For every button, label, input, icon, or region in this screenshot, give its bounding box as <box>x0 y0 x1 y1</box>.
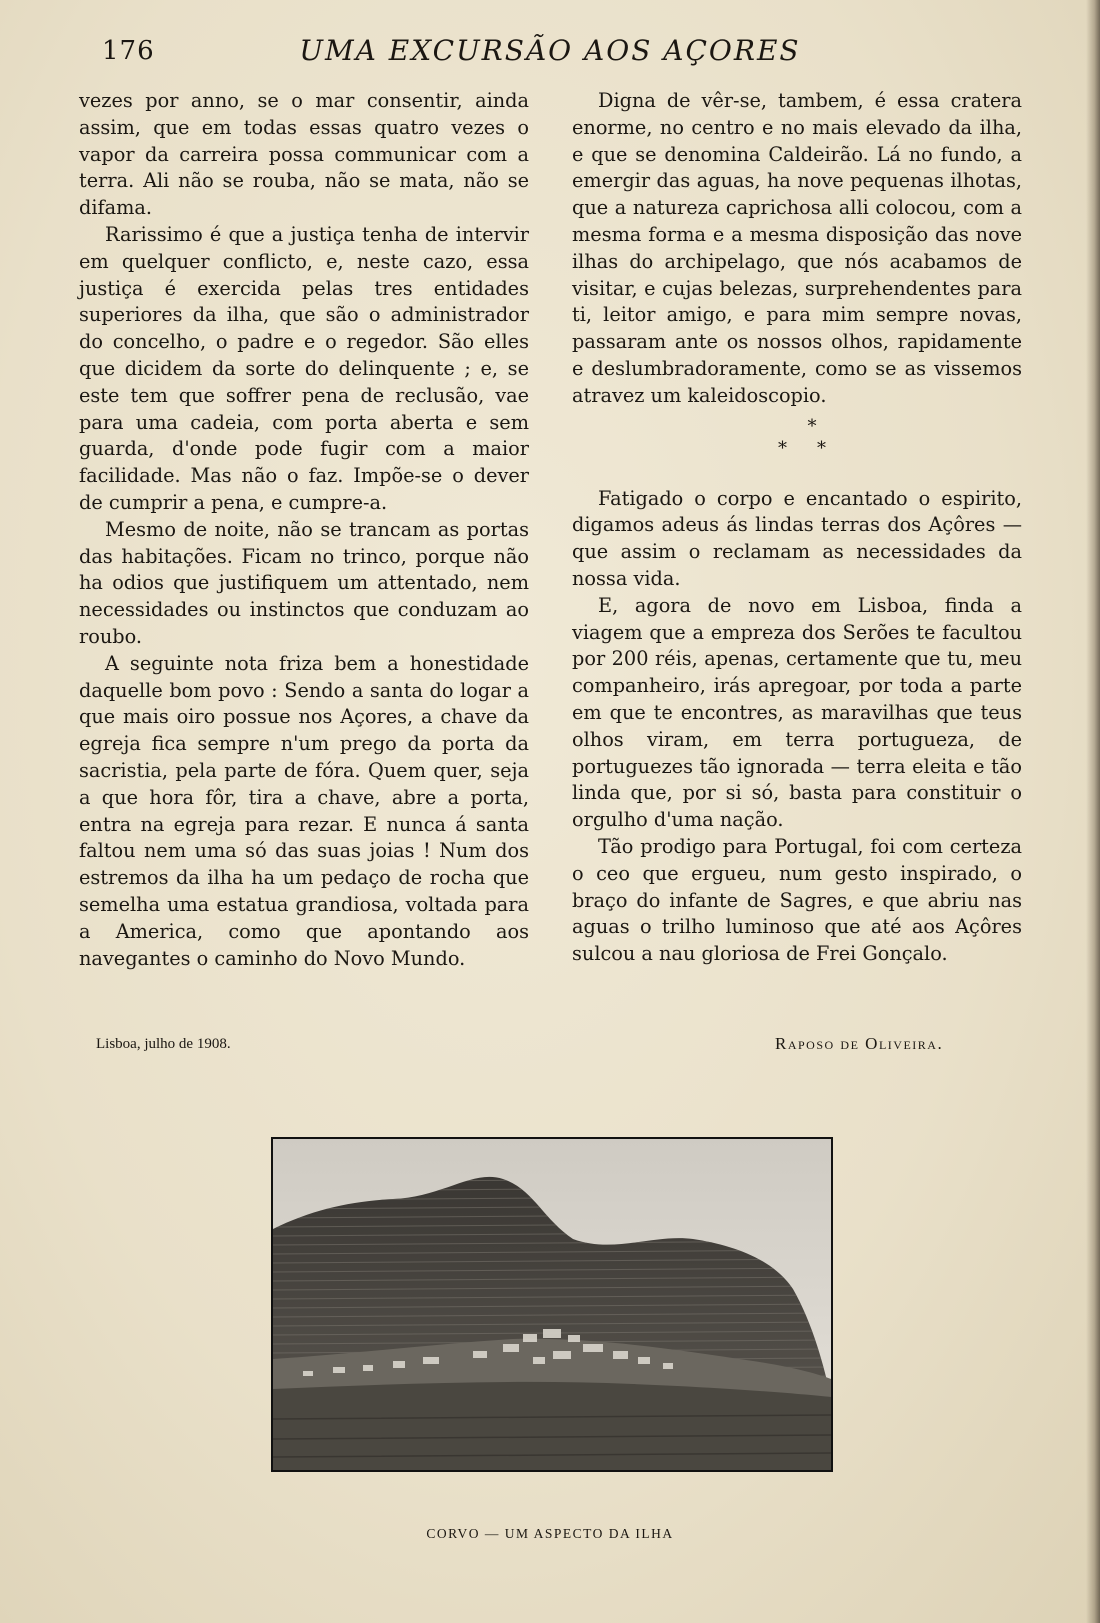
page-header <box>0 32 1100 72</box>
paragraph: vezes por anno, se o mar consentir, ainda assim, que em todas essas quatro vezes o vapor da carreira possa communicar com a terra. Ali não se rouba, não se mata, não se difama. <box>79 89 529 220</box>
paragraph: Tão prodigo para Portugal, foi com certeza o ceo que ergueu, num gesto inspirado, o braço do infante de Sagres, e que abriu nas aguas o trilho luminoso que até aos Açôres sulcou a nau gloriosa de Frei Gonçalo. <box>572 834 1022 966</box>
paragraph: Fatigado o corpo e encantado o espirito, digamos adeus ás lindas terras dos Açôres — que assim o reclamam as necessidades da nossa vida. <box>572 486 1022 590</box>
section-break-asterisks <box>572 416 1022 460</box>
page-edge-shadow <box>1086 0 1100 1623</box>
landscape-illustration <box>273 1139 831 1470</box>
photograph-corvo-island <box>271 1137 833 1472</box>
running-title: UMA EXCURSÃO AOS AÇORES <box>299 34 801 67</box>
signature-date: Lisboa, julho de 1908. <box>96 1036 231 1052</box>
paragraph: Digna de vêr-se, tambem, é essa cratera enorme, no centro e no mais elevado da ilha, e que se denomina Caldeirão. Lá no fundo, a emergir das aguas, ha nove pequenas ilhotas, que a natureza caprichosa alli colocou, com a mesma forma e a mesma disposição das nove ilhas do archipelago, que nós acabamos de visitar, e cujas belezas, surprehendentes para ti, leitor amigo, e para mim sempre novas, passaram ante os nossos olhos, rapidamente e deslumbradoramente, como se as vissemos atravez um kaleidoscopio. <box>572 89 1022 407</box>
paragraph: Mesmo de noite, não se trancam as portas das habitações. Ficam no trinco, porque não ha odios que justifiquem um attentado, nem necessidades ou instinctos que conduzam ao roubo. <box>79 517 529 648</box>
paragraph: E, agora de novo em Lisboa, finda a viagem que a empreza dos Serões te facultou por 200 réis, apenas, certamente que tu, meu companheiro, irás apregoar, por toda a parte em que te encontres, as maravilhas que teus olhos viram, em terra portugueza, de portuguezes tão ignorada — terra eleita e tão linda que, por si só, basta para constituir o orgulho d'uma nação. <box>572 593 1022 832</box>
asterisk-row-top: * <box>807 415 817 437</box>
signature-author: Raposo de Oliveira. <box>775 1034 944 1053</box>
paragraph: A seguinte nota friza bem a honestidade daquelle bom povo : Sendo a santa do logar a que mais oiro possue nos Açores, a chave da egreja fica sempre n'um prego da porta da sacristia, pela parte de fóra. Quem quer, seja a que hora fôr, tira a chave, abre a porta, entra na egreja para rezar. E nunca á santa faltou nem uma só das suas joias ! Num dos estremos da ilha ha um pedaço de rocha que semelha uma estatua grandiosa, voltada para a America, como que apontando aos navegantes o caminho do Novo Mundo. <box>79 651 529 970</box>
page-number: 176 <box>102 36 155 66</box>
right-column <box>572 88 1022 968</box>
asterisk-row-bottom: ** <box>778 437 856 459</box>
paragraph: Rarissimo é que a justiça tenha de intervir em quelquer conflicto, e, neste cazo, essa justiça é exercida pelas tres entidades superiores da ilha, que são o administrador do concelho, o padre e o regedor. São elles que dicidem da sorte do delinquente ; e, se este tem que soffrer pena de reclusão, vae para uma cadeia, com porta aberta e sem guarda, d'onde pode fugir com a maior facilidade. Mas não o faz. Impõe-se o dever de cumprir a pena, e cumpre-a. <box>79 222 529 514</box>
photo-caption: CORVO — UM ASPECTO DA ILHA <box>426 1526 674 1541</box>
left-column <box>79 88 529 972</box>
